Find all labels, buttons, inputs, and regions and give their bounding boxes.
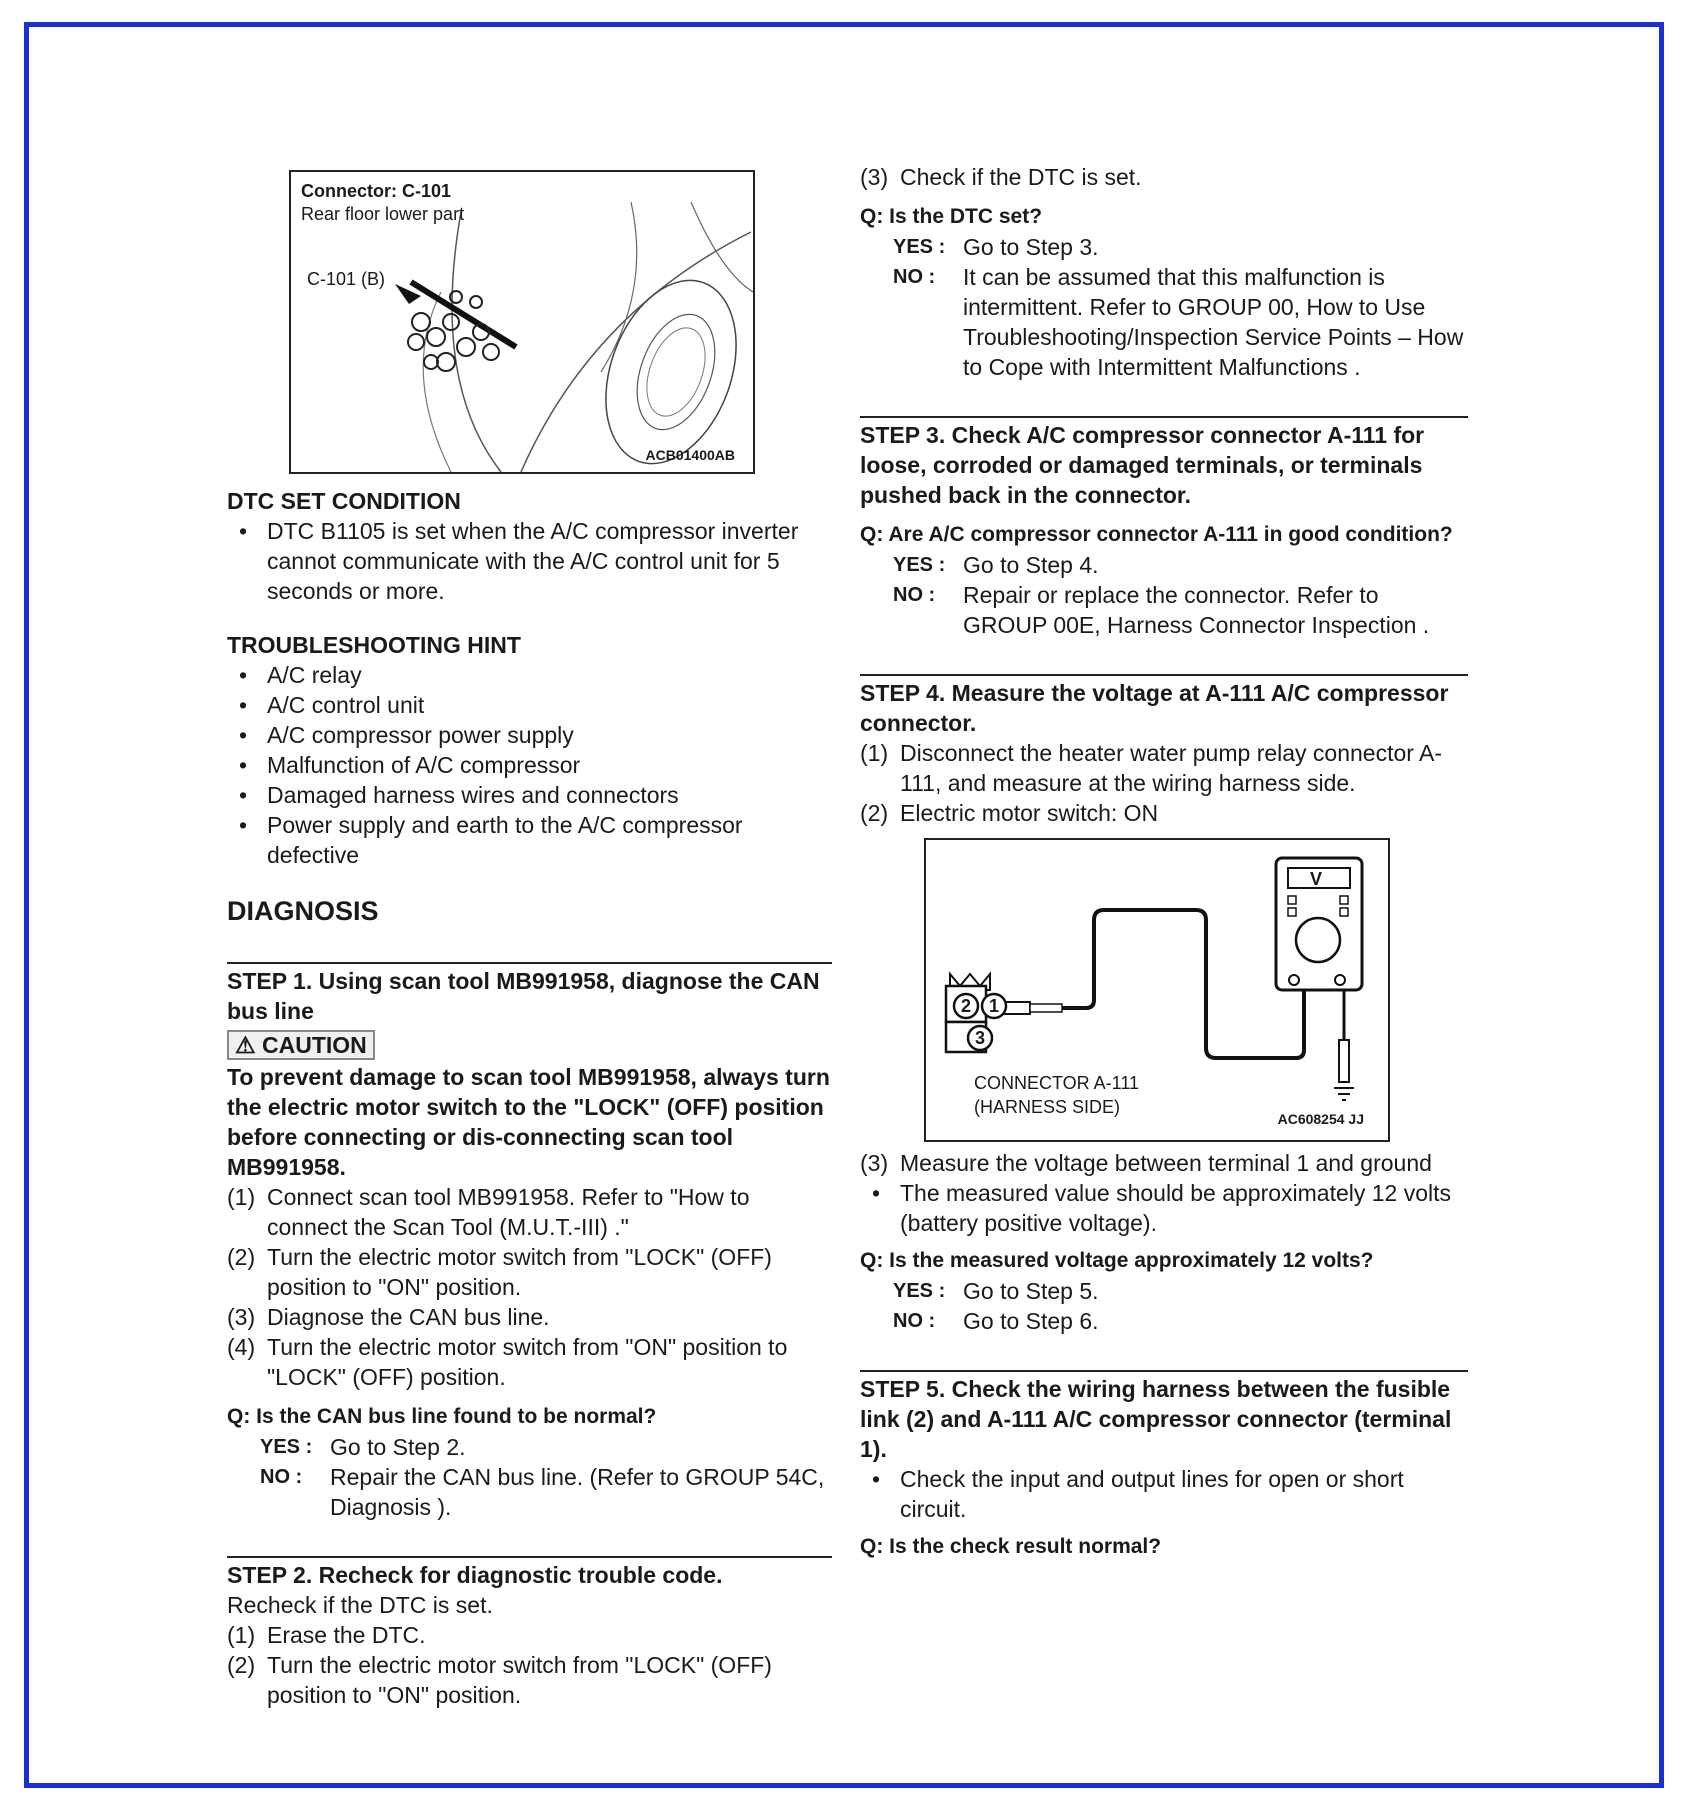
- pin-label: 3: [974, 1028, 985, 1048]
- pin-label: 2: [960, 996, 971, 1016]
- left-column: [227, 170, 832, 1710]
- step2-title: STEP 2. Recheck for diagnostic trouble code.: [227, 1556, 832, 1590]
- list-item: • A/C relay: [227, 660, 832, 690]
- list-item: • A/C control unit: [227, 690, 832, 720]
- connector-c101-figure: [289, 170, 755, 474]
- voltage-measurement-figure: [924, 838, 1390, 1142]
- caution-text: To prevent damage to scan tool MB991958, always turn the electric motor switch to the "LOCK" (OFF) position before connecting or dis-connecting scan tool MB991958.: [227, 1064, 830, 1180]
- step2-substeps: [227, 1620, 832, 1710]
- connector-label: CONNECTOR A-111: [974, 1073, 1140, 1093]
- list-item: • DTC B1105 is set when the A/C compressor inverter cannot communicate with the A/C control unit for 5 seconds or more.: [227, 516, 832, 606]
- caution-box: [227, 1030, 375, 1060]
- substep: (1) Connect scan tool MB991958. Refer to "How to connect the Scan Tool (M.U.T.-III) .": [227, 1184, 750, 1240]
- step1-yes: YES : Go to Step 2.: [260, 1434, 466, 1460]
- list-item: • Damaged harness wires and connectors: [227, 780, 832, 810]
- diagnosis-heading: DIAGNOSIS: [227, 896, 379, 926]
- callout-label: C-101 (B): [307, 269, 386, 289]
- warning-icon: ⚠: [235, 1032, 256, 1058]
- step5-question: Q: Is the check result normal?: [860, 1535, 1162, 1558]
- troubleshooting-hint-heading: TROUBLESHOOTING HINT: [227, 632, 521, 658]
- list-item: • A/C compressor power supply: [227, 720, 832, 750]
- step3-no: NO : Repair or replace the connector. Refer to GROUP 00E, Harness Connector Inspection .: [893, 582, 1430, 638]
- step4-question: Q: Is the measured voltage approximately 12 volts?: [860, 1249, 1374, 1272]
- step1-question: Q: Is the CAN bus line found to be normal?: [227, 1405, 657, 1428]
- caution-label: CAUTION: [262, 1032, 367, 1058]
- dtc-set-condition-heading: DTC SET CONDITION: [227, 488, 461, 514]
- substep: (2) Turn the electric motor switch from "LOCK" (OFF) position to "ON" position.: [227, 1652, 772, 1708]
- substep: (3) Diagnose the CAN bus line.: [227, 1304, 550, 1330]
- step2-yes: YES : Go to Step 3.: [893, 234, 1099, 260]
- step4-substep3: [860, 1148, 1468, 1178]
- location-label: Rear floor lower part: [301, 204, 465, 224]
- step2-question: Q: Is the DTC set?: [860, 205, 1043, 228]
- dtc-condition-list: [227, 516, 832, 606]
- substep: (2) Turn the electric motor switch from "LOCK" (OFF) position to "ON" position.: [227, 1244, 772, 1300]
- figure-code: AC608254 JJ: [1277, 1111, 1364, 1127]
- step2-substeps-continued: [860, 162, 1468, 192]
- step2-intro: Recheck if the DTC is set.: [227, 1592, 493, 1618]
- step4-bullets: [860, 1178, 1468, 1238]
- pin-label: 1: [988, 996, 999, 1016]
- step4-title: STEP 4. Measure the voltage at A-111 A/C compressor connector.: [860, 674, 1468, 738]
- list-item: • Check the input and output lines for open or short circuit.: [860, 1464, 1468, 1524]
- harness-side-label: (HARNESS SIDE): [974, 1097, 1121, 1117]
- voltmeter-symbol: V: [1309, 869, 1322, 889]
- substep: (3) Check if the DTC is set.: [860, 164, 1142, 190]
- step4-substeps: [860, 738, 1468, 828]
- step3-title: STEP 3. Check A/C compressor connector A-111 for loose, corroded or damaged terminals, or terminals pushed back in the connector.: [860, 416, 1468, 510]
- substep: (1) Erase the DTC.: [227, 1622, 426, 1648]
- connector-label: Connector: C-101: [301, 181, 452, 201]
- substep: (3) Measure the voltage between terminal 1 and ground: [860, 1150, 1432, 1176]
- right-column: [860, 162, 1468, 1562]
- substep: (4) Turn the electric motor switch from "ON" position to "LOCK" (OFF) position.: [227, 1334, 788, 1390]
- step5-title: STEP 5. Check the wiring harness between the fusible link (2) and A-111 A/C compressor connector (terminal 1).: [860, 1370, 1468, 1464]
- step4-yes: YES : Go to Step 5.: [893, 1278, 1099, 1304]
- step3-yes: YES : Go to Step 4.: [893, 552, 1099, 578]
- step1-substeps: [227, 1182, 832, 1392]
- substep: (1) Disconnect the heater water pump relay connector A-111, and measure at the wiring harness side.: [860, 740, 1443, 796]
- step2-no: NO : It can be assumed that this malfunction is intermittent. Refer to GROUP 00, How to Use Troubleshooting/Inspection Service Points – How to Cope with Intermittent Malfunctions .: [893, 264, 1464, 380]
- step1-no: NO : Repair the CAN bus line. (Refer to GROUP 54C, Diagnosis ).: [260, 1464, 825, 1520]
- hint-list: [227, 660, 832, 870]
- list-item: • Power supply and earth to the A/C compressor defective: [227, 810, 832, 870]
- step5-bullets: [860, 1464, 1468, 1524]
- figure-code: ACB01400AB: [645, 447, 735, 463]
- step4-no: NO : Go to Step 6.: [893, 1308, 1099, 1334]
- step3-question: Q: Are A/C compressor connector A-111 in good condition?: [860, 523, 1453, 546]
- substep: (2) Electric motor switch: ON: [860, 800, 1159, 826]
- step1-title: STEP 1. Using scan tool MB991958, diagnose the CAN bus line: [227, 962, 832, 1026]
- list-item: • The measured value should be approximately 12 volts (battery positive voltage).: [860, 1178, 1468, 1238]
- list-item: • Malfunction of A/C compressor: [227, 750, 832, 780]
